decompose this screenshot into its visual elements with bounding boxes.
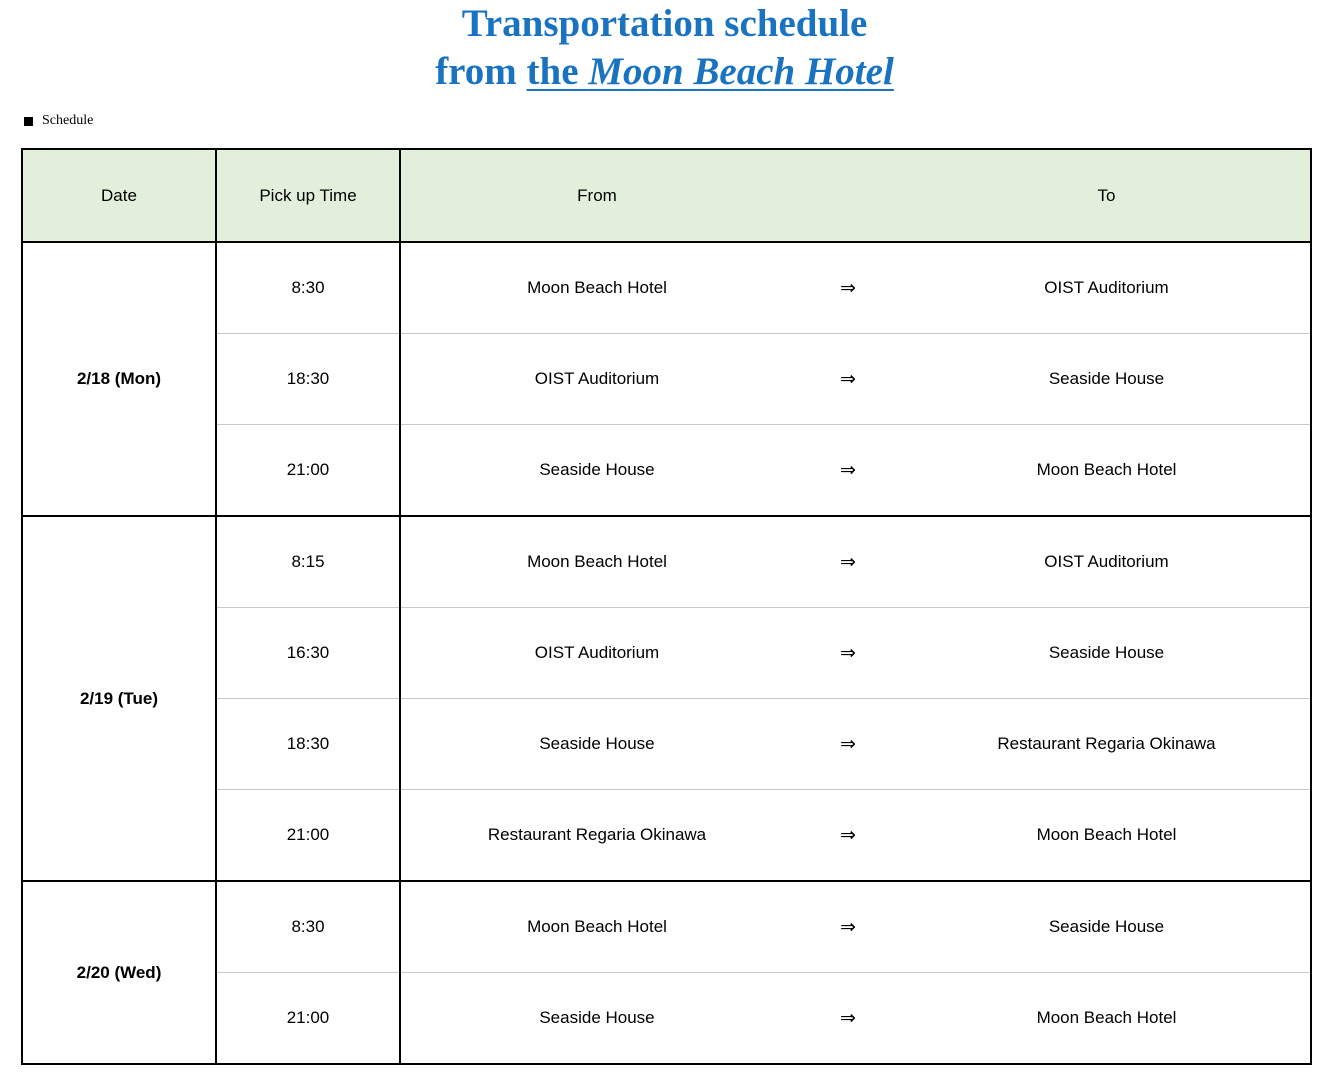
to-cell: Seaside House [903,608,1311,699]
to-cell: OIST Auditorium [903,242,1311,334]
date-cell: 2/19 (Tue) [22,516,216,881]
table-row [22,881,1311,973]
table-row [22,516,1311,608]
table-row [22,699,1311,790]
header-arrow [793,149,903,242]
title-line-1: Transportation schedule [461,2,868,45]
from-cell: Moon Beach Hotel [400,242,793,334]
from-cell: Restaurant Regaria Okinawa [400,790,793,882]
page-title [0,0,1329,96]
arrow-icon: ⇒ [793,973,903,1065]
header-from: From [400,149,793,242]
title-prefix: from [435,50,527,93]
arrow-icon: ⇒ [793,425,903,517]
time-cell: 16:30 [216,608,400,699]
header-to: To [903,149,1311,242]
table-row [22,790,1311,882]
header-date: Date [22,149,216,242]
arrow-icon: ⇒ [793,790,903,882]
to-cell: Seaside House [903,881,1311,973]
hotel-link[interactable] [527,50,894,93]
time-cell: 8:30 [216,881,400,973]
from-cell: Moon Beach Hotel [400,881,793,973]
arrow-icon: ⇒ [793,516,903,608]
arrow-icon: ⇒ [793,881,903,973]
from-cell: Moon Beach Hotel [400,516,793,608]
time-cell: 8:30 [216,242,400,334]
to-cell: Moon Beach Hotel [903,425,1311,517]
to-cell: Moon Beach Hotel [903,790,1311,882]
to-cell: Restaurant Regaria Okinawa [903,699,1311,790]
from-cell: OIST Auditorium [400,334,793,425]
time-cell: 18:30 [216,699,400,790]
table-row [22,608,1311,699]
table-header-row [22,149,1311,242]
from-cell: Seaside House [400,699,793,790]
section-label: Schedule [42,113,94,128]
time-cell: 18:30 [216,334,400,425]
to-cell: Moon Beach Hotel [903,973,1311,1065]
table-row [22,973,1311,1065]
arrow-icon: ⇒ [793,242,903,334]
schedule-body [22,242,1311,1064]
date-cell: 2/18 (Mon) [22,242,216,516]
time-cell: 8:15 [216,516,400,608]
time-cell: 21:00 [216,973,400,1065]
header-time: Pick up Time [216,149,400,242]
to-cell: Seaside House [903,334,1311,425]
from-cell: Seaside House [400,973,793,1065]
to-cell: OIST Auditorium [903,516,1311,608]
time-cell: 21:00 [216,425,400,517]
title-the: the [526,50,589,93]
schedule-table [21,148,1312,1065]
title-hotel-name: Moon Beach Hotel [588,50,894,93]
arrow-icon: ⇒ [793,608,903,699]
date-cell: 2/20 (Wed) [22,881,216,1064]
time-cell: 21:00 [216,790,400,882]
from-cell: OIST Auditorium [400,608,793,699]
table-row [22,242,1311,334]
table-row [22,334,1311,425]
square-bullet-icon [24,117,33,126]
arrow-icon: ⇒ [793,699,903,790]
from-cell: Seaside House [400,425,793,517]
section-heading [24,113,93,129]
arrow-icon: ⇒ [793,334,903,425]
table-row [22,425,1311,517]
title-line-2 [0,48,1329,96]
